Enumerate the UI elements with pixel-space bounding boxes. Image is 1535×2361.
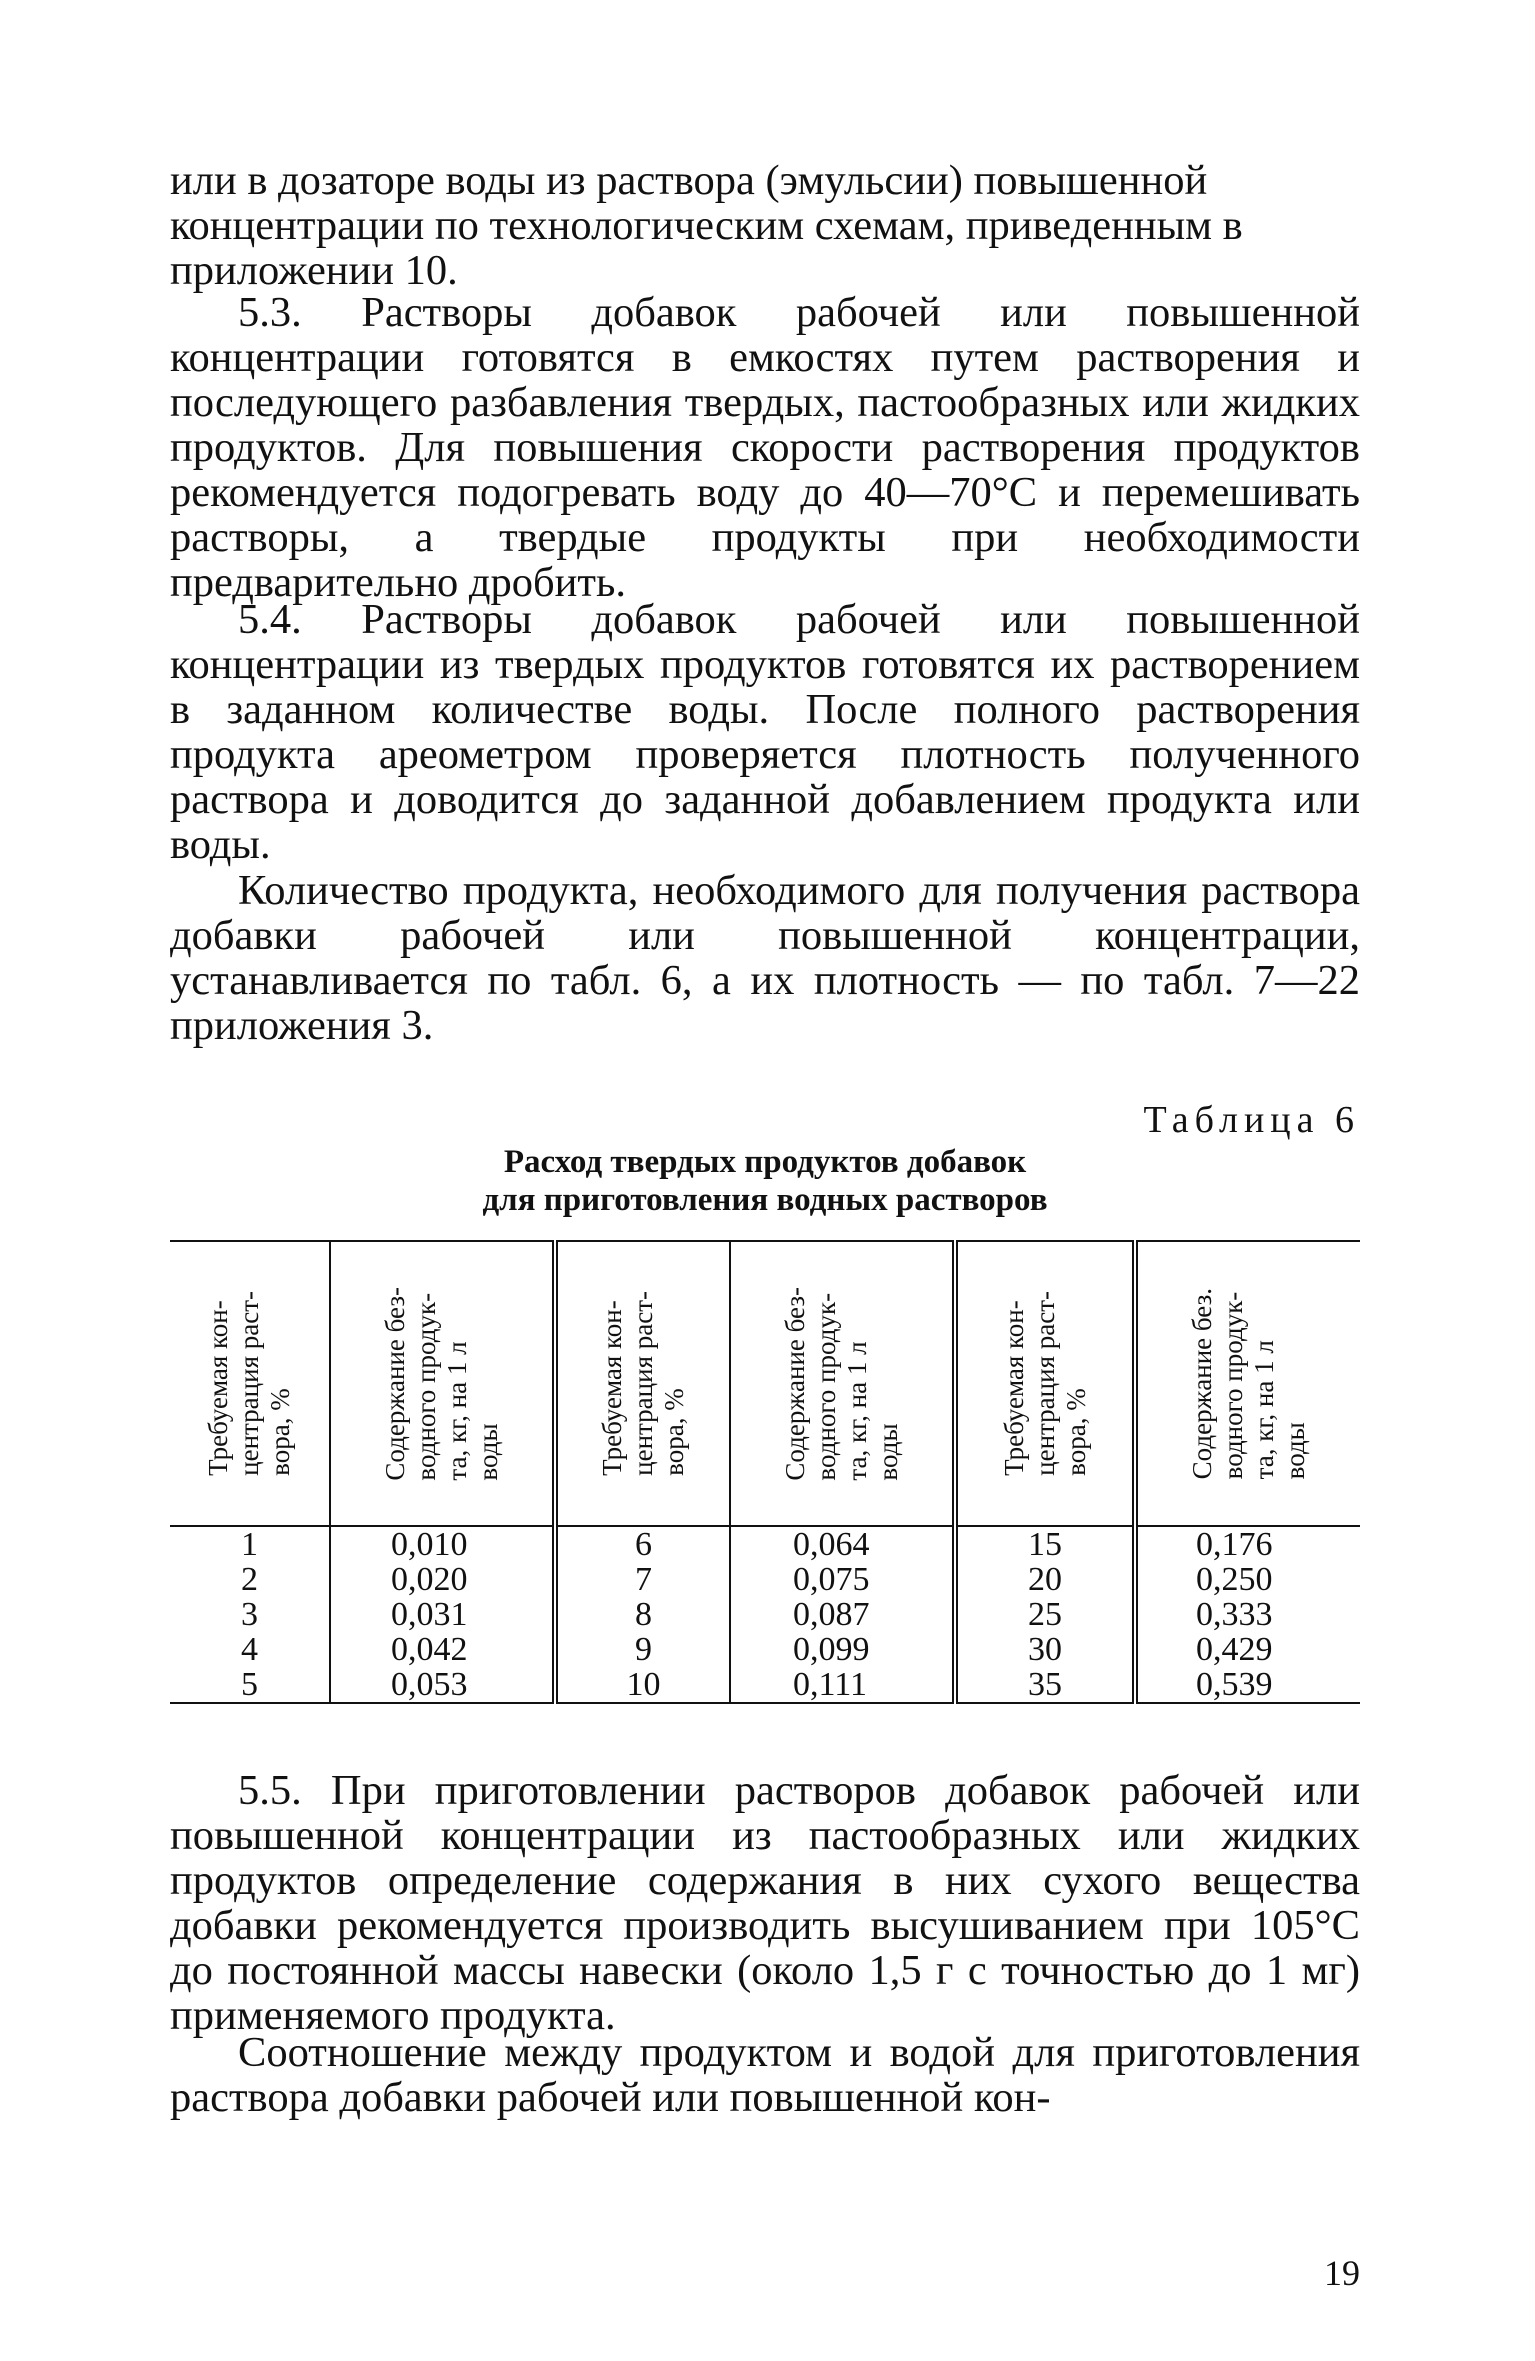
table-cell: 4 (241, 1631, 258, 1668)
table-cell: 0,053 (391, 1666, 468, 1703)
paragraph-quantity: Количество продукта, необходимого для получения раствора добавки рабочей или повышенной концентрации, устанавливается по табл. 6, а их плотность — по табл. 7—22 приложения 3. (170, 867, 1360, 1049)
table-cell: 0,250 (1196, 1561, 1273, 1598)
table-body-row (170, 1526, 1360, 1703)
paragraph-continuation: или в дозаторе воды из раствора (эмульсии) повышенной концентрации по технологическим схемам, приведенным в приложении 10. (170, 157, 1243, 294)
column-content-1 (330, 1526, 555, 1703)
column-concentration-3 (955, 1526, 1135, 1703)
table-cell: 0,075 (793, 1561, 870, 1598)
table-cell: 25 (1028, 1596, 1062, 1633)
table-cell: 3 (241, 1596, 258, 1633)
table-label: Таблица 6 (1143, 1099, 1360, 1141)
header-concentration-3: Требуемая кон- центрация раст- вора, % (955, 1241, 1135, 1526)
table-cell: 35 (1028, 1666, 1062, 1703)
paragraph-5-3: 5.3. Растворы добавок рабочей или повышенной концентрации готовятся в емкостях путем растворения и последующего разбавления твердых, пастообразных или жидких продуктов. Для повышения скорости растворения продуктов рекомендуется подогревать воду до 40—70°С и перемешивать растворы, а твердые продукты при необходимости предварительно дробить. (170, 289, 1360, 606)
table-cell: 15 (1028, 1526, 1062, 1563)
column-concentration-1 (170, 1526, 330, 1703)
table-cell: 6 (635, 1526, 652, 1563)
table-header-row (170, 1241, 1360, 1526)
header-content-2: Содержание без- водного продук- та, кг, на 1 л воды (730, 1241, 955, 1526)
table-cell: 0,429 (1196, 1631, 1273, 1668)
table-cell: 1 (241, 1526, 258, 1563)
table-cell: 20 (1028, 1561, 1062, 1598)
header-content-1: Содержание без- водного продук- та, кг, на 1 л воды (330, 1241, 555, 1526)
header-concentration-1: Требуемая кон- центрация раст- вора, % (203, 1291, 295, 1476)
table-cell: 0,539 (1196, 1666, 1273, 1703)
page-number: 19 (1324, 2253, 1360, 2293)
table-cell: 10 (626, 1666, 661, 1703)
table-cell: 0,099 (793, 1631, 870, 1668)
table-cell: 0,111 (793, 1666, 867, 1703)
table-title (170, 1143, 1360, 1219)
table-cell: 8 (635, 1596, 652, 1633)
table-cell: 0,333 (1196, 1596, 1273, 1633)
column-content-3 (1135, 1526, 1360, 1703)
table-cell: 0,042 (391, 1631, 468, 1668)
table-cell: 5 (241, 1666, 258, 1703)
table-title-line-2: для приготовления водных растворов (482, 1182, 1048, 1218)
paragraph-5-4: 5.4. Растворы добавок рабочей или повышенной концентрации из твердых продуктов готовятся их растворением в заданном количестве воды. После полного растворения продукта ареометром проверяется плотность полученного раствора и доводится до заданной добавлением продукта или воды. (170, 596, 1360, 868)
consumption-table (170, 1240, 1360, 1704)
table-cell: 0,087 (793, 1596, 870, 1633)
column-content-2 (730, 1526, 955, 1703)
header-concentration-2: Требуемая кон- центрация раст- вора, % (555, 1241, 730, 1526)
table-cell: 9 (635, 1631, 652, 1668)
paragraph-5-5: 5.5. При приготовлении растворов добавок рабочей или повышенной концентрации из пастообразных или жидких продуктов определение содержания в них сухого вещества добавки рекомендуется производить высушиванием при 105°С до постоянной массы навески (около 1,5 г с точностью до 1 мг) применяемого продукта. (170, 1767, 1360, 2039)
column-concentration-2 (555, 1526, 730, 1703)
table-cell: 0,020 (391, 1561, 468, 1598)
table-cell: 0,176 (1196, 1526, 1273, 1563)
table-title-line-1: Расход твердых продуктов добавок (503, 1144, 1027, 1180)
table-cell: 0,031 (391, 1596, 468, 1633)
table-cell: 2 (241, 1561, 258, 1598)
table-cell: 0,064 (793, 1526, 870, 1563)
header-content-3: Содержание без. водного продук- та, кг, на 1 л воды (1135, 1241, 1360, 1526)
table-cell: 7 (635, 1561, 652, 1598)
paragraph-ratio: Соотношение между продуктом и водой для приготовления раствора добавки рабочей или повышенной кон- (170, 2029, 1360, 2121)
table-cell: 0,010 (391, 1526, 468, 1563)
table-cell: 30 (1028, 1631, 1062, 1668)
